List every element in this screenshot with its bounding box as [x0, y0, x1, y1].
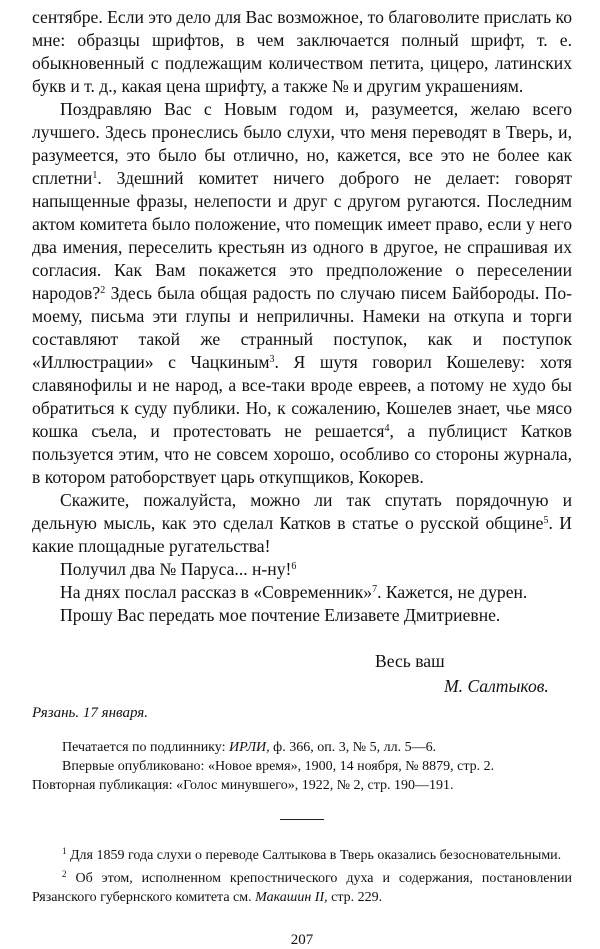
- letter-paragraph: [32, 604, 572, 627]
- paragraph-text: . Здешний комитет ничего доброго не делает: говорят напыщенные фразы, нелепости и друг с другом ругаются. Последним актом комитета было положение, что помещик имеет право, если у него два имения, переселить крестьян из одного в другое, не спрашивая их согласия. Как Вам покажется это предположение о переселении народов?: [32, 168, 572, 303]
- source-text: Печатается по подлиннику:: [62, 740, 229, 755]
- footnotes: [32, 846, 572, 908]
- footnote-ref[interactable]: 7: [372, 584, 378, 595]
- footnote-ref[interactable]: 6: [291, 561, 297, 572]
- paragraph-text: Здесь была общая радость по случаю писем Байбороды. По-моему, письма эти глупы и неприличны. Намеки на откупа и торги составляют такой же странный поступок, как и поступок «Иллюстрации» с Чацкиным: [32, 283, 572, 372]
- publication-info: [32, 738, 572, 795]
- letter-paragraph: [32, 489, 572, 558]
- document-page: [32, 6, 572, 949]
- letter-body: [32, 6, 572, 627]
- paragraph-text: Прошу Вас передать мое почтение Елизавете Дмитриевне.: [60, 605, 501, 625]
- paragraph-text: сентябре. Если это дело для Вас возможное, то благоволите прислать ко мне: образцы шрифтов, в чем заключается полный шрифт, т. е. обыкновенный с подлежащим количеством петита, цицеро, латинских букв и т. д., какая цена шрифту, а также № и другим украшениям.: [32, 7, 572, 96]
- first-published-line: Впервые опубликовано: «Новое время», 1900, 14 ноября, № 8879, стр. 2.: [62, 759, 495, 774]
- archive-abbrev: ИРЛИ,: [229, 740, 270, 755]
- republished-line: Повторная публикация: «Голос минувшего», 1922, № 2, стр. 190—191.: [32, 778, 454, 793]
- source-text: ф. 366, оп. 3, № 5, лл. 5—6.: [269, 740, 437, 755]
- paragraph-text: На днях послал рассказ в «Современник»: [60, 582, 373, 602]
- letter-paragraph: [32, 6, 572, 98]
- signature-block: [32, 649, 572, 699]
- footnote-divider: [280, 819, 324, 820]
- closing-line: Весь ваш: [375, 651, 445, 671]
- paragraph-text: . И какие площадные ругательства!: [32, 513, 572, 556]
- source-line: [32, 738, 572, 757]
- footnote-ref[interactable]: 5: [543, 515, 549, 526]
- footnote: [32, 869, 572, 908]
- paragraph-text: , а публицист Катков пользуется этим, что не совсем хорошо, особливо со стороны журнала, в котором ратоборствует царь откупщиков, Кокорев.: [32, 421, 572, 487]
- footnote-ref[interactable]: 3: [269, 354, 275, 365]
- footnote-text: Для 1859 года слухи о переводе Салтыкова в Тверь оказались безосновательными.: [66, 848, 562, 863]
- letter-paragraph: [32, 558, 572, 581]
- footnote-ref[interactable]: 1: [92, 170, 98, 181]
- paragraph-text: Получил два № Паруса... н-ну!: [60, 559, 292, 579]
- letter-paragraph: [32, 98, 572, 489]
- footnote-text: Об этом, исполненном крепостнического духа и содержания, постановлении Рязанского губернского комитета см.: [32, 870, 572, 905]
- place-date: Рязань. 17 января.: [32, 705, 148, 721]
- signature-name: М. Салтыков.: [444, 676, 549, 696]
- paragraph-text: Скажите, пожалуйста, можно ли так спутать порядочную и дельную мысль, как это сделал Катков в статье о русской общине: [32, 490, 572, 533]
- footnote-text: стр. 229.: [327, 890, 383, 905]
- footnote-citation: Макашин II,: [255, 890, 328, 905]
- footnote-number: 2: [62, 868, 67, 879]
- paragraph-text: . Кажется, не дурен.: [377, 582, 528, 602]
- letter-paragraph: [32, 581, 572, 604]
- footnote-ref[interactable]: 2: [100, 285, 106, 296]
- paragraph-text: . Я шутя говорил Кошелеву: хотя славянофилы и не народ, а все-таки вроде евреев, а потому не худо бы обратиться к суду публики. Но, к сожалению, Кошелев знает, чье мясо кошка съела, и протестовать не решается: [32, 352, 572, 441]
- footnote-ref[interactable]: 4: [384, 423, 390, 434]
- paragraph-text: Поздравляю Вас с Новым годом и, разумеется, желаю всего лучшего. Здесь пронеслись было слухи, что меня переводят в Тверь, и, разумеется, это было бы отлично, но, кажется, все это не более как сплетни: [32, 99, 572, 188]
- footnote-number: 1: [62, 846, 67, 856]
- footnote: [32, 846, 572, 866]
- page-number: 207: [290, 931, 314, 948]
